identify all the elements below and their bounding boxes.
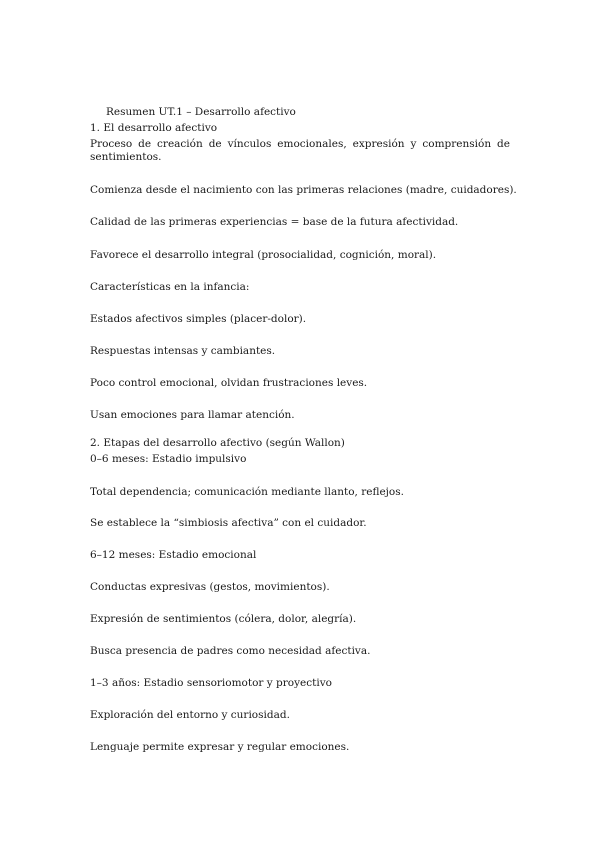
paragraph: Lenguaje permite expresar y regular emociones.	[90, 741, 350, 753]
stage-heading: 6–12 meses: Estadio emocional	[90, 549, 257, 561]
paragraph: Conductas expresivas (gestos, movimientos).	[90, 581, 330, 593]
paragraph: Favorece el desarrollo integral (prosocialidad, cognición, moral).	[90, 249, 437, 261]
paragraph: Comienza desde el nacimiento con las primeras relaciones (madre, cuidadores).	[90, 184, 517, 196]
section-1-heading: 1. El desarrollo afectivo	[90, 122, 218, 134]
paragraph: Respuestas intensas y cambiantes.	[90, 345, 276, 357]
section-2-heading: 2. Etapas del desarrollo afectivo (según Wallon)	[90, 437, 345, 449]
stage-heading: 1–3 años: Estadio sensoriomotor y proyectivo	[90, 677, 332, 689]
paragraph: Calidad de las primeras experiencias = base de la futura afectividad.	[90, 216, 459, 228]
paragraph: Se establece la “simbiosis afectiva” con el cuidador.	[90, 517, 367, 529]
paragraph: Expresión de sentimientos (cólera, dolor, alegría).	[90, 613, 357, 625]
paragraph: Total dependencia; comunicación mediante llanto, reflejos.	[90, 486, 404, 498]
paragraph: Estados afectivos simples (placer-dolor).	[90, 313, 307, 325]
paragraph: Usan emociones para llamar atención.	[90, 409, 295, 421]
paragraph: Busca presencia de padres como necesidad afectiva.	[90, 645, 371, 657]
stage-heading: 0–6 meses: Estadio impulsivo	[90, 453, 247, 465]
paragraph: Poco control emocional, olvidan frustraciones leves.	[90, 377, 368, 389]
paragraph: Características en la infancia:	[90, 281, 250, 293]
section-1-intro: Proceso de creación de vínculos emocionales, expresión y comprensión de sentimientos.	[90, 138, 510, 163]
document-title: Resumen UT.1 – Desarrollo afectivo	[106, 106, 296, 118]
paragraph: Exploración del entorno y curiosidad.	[90, 709, 290, 721]
